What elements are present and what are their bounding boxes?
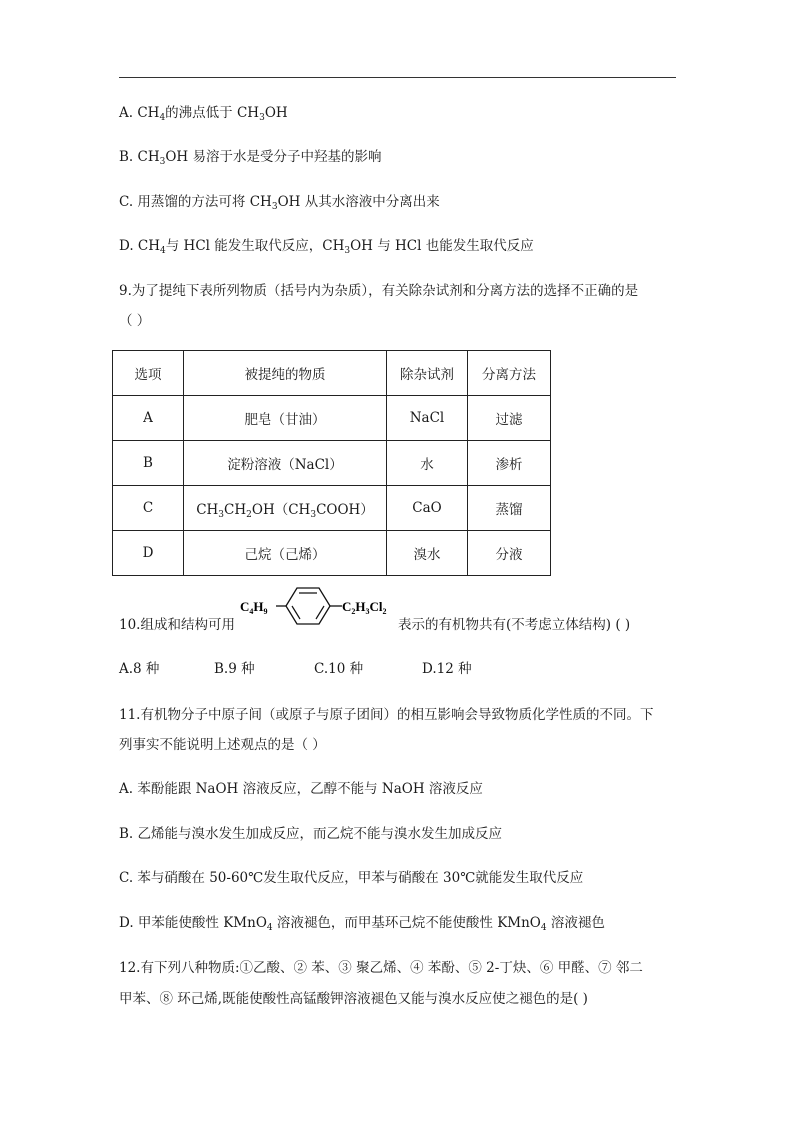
q8-option-b: B. $CH_3OH$ 易溶于水是受分子中羟基的影响 bbox=[119, 149, 382, 167]
table-cell: 溴水 bbox=[387, 531, 468, 576]
q10-option-c: C.10 种 bbox=[314, 661, 364, 677]
table-cell: 蒸馏 bbox=[468, 486, 551, 531]
q9-answer-paren: （ ） bbox=[119, 313, 151, 329]
table-cell: D bbox=[113, 531, 184, 576]
q10-option-a: A.8 种 bbox=[119, 661, 160, 677]
q11-option-c: C. 苯与硝酸在 50-60℃发生取代反应，甲苯与硝酸在 30℃就能发生取代反应 bbox=[119, 870, 584, 886]
q9-stem: 9.为了提纯下表所列物质（括号内为杂质），有关除杂试剂和分离方法的选择不正确的是 bbox=[119, 283, 639, 299]
q11-stem-line1: 11.有机物分子中原子间（或原子与原子团间）的相互影响会导致物质化学性质的不同。下 bbox=[119, 707, 654, 723]
table-header-cell: 分离方法 bbox=[468, 351, 551, 396]
q12-stem-line2: 甲苯、⑧ 环己烯,既能使酸性高锰酸钾溶液褪色又能与溴水反应使之褪色的是( ) bbox=[119, 991, 588, 1007]
q8-option-a: A. $CH_4$的沸点低于 $CH_3OH$ bbox=[119, 105, 288, 123]
substituent-right: $C_2H_3Cl_2$ bbox=[342, 599, 387, 616]
benzene-ring-diagram bbox=[238, 586, 398, 630]
q8-option-c: C. 用蒸馏的方法可将 $CH_3OH$ 从其水溶液中分离出来 bbox=[119, 194, 440, 212]
table-cell: 渗析 bbox=[468, 441, 551, 486]
q8-option-d: D. $CH_4$与 HCl 能发生取代反应，$CH_3OH$ 与 HCl 也能发生取代反应 bbox=[119, 238, 534, 256]
table-cell: A bbox=[113, 396, 184, 441]
table-row bbox=[113, 441, 551, 486]
table-cell: C bbox=[113, 486, 184, 531]
q10-option-d: D.12 种 bbox=[422, 661, 472, 677]
q12-stem-line1: 12.有下列八种物质:①乙酸、② 苯、③ 聚乙烯、④ 苯酚、⑤ 2-丁炔、⑥ 甲醛、⑦ 邻二 bbox=[119, 960, 643, 976]
table-cell: CaO bbox=[387, 486, 468, 531]
table-header-row bbox=[113, 351, 551, 396]
table-cell: 分液 bbox=[468, 531, 551, 576]
table-header-cell: 选项 bbox=[113, 351, 184, 396]
q11-stem-line2: 列事实不能说明上述观点的是（ ） bbox=[119, 737, 326, 753]
table-cell: 淀粉溶液（NaCl） bbox=[184, 441, 387, 486]
q11-option-b: B. 乙烯能与溴水发生加成反应，而乙烷不能与溴水发生加成反应 bbox=[119, 826, 503, 842]
table-cell: $CH_3CH_2OH(CH_3COOH)$ bbox=[184, 486, 387, 531]
structural-formula bbox=[238, 586, 398, 634]
table-row bbox=[113, 486, 551, 531]
table-header-cell: 除杂试剂 bbox=[387, 351, 468, 396]
q10-stem-prefix: 10.组成和结构可用 bbox=[119, 617, 235, 633]
table-cell: B bbox=[113, 441, 184, 486]
table-cell: NaCl bbox=[387, 396, 468, 441]
table-header-cell: 被提纯的物质 bbox=[184, 351, 387, 396]
table-row bbox=[113, 396, 551, 441]
table-cell: 过滤 bbox=[468, 396, 551, 441]
q11-option-a: A. 苯酚能跟 NaOH 溶液反应，乙醇不能与 NaOH 溶液反应 bbox=[119, 781, 483, 797]
q9-table bbox=[112, 350, 551, 576]
table-cell: 己烷（己烯） bbox=[184, 531, 387, 576]
table-cell: 肥皂（甘油） bbox=[184, 396, 387, 441]
table-cell: 水 bbox=[387, 441, 468, 486]
q10-stem-suffix: 表示的有机物共有(不考虑立体结构) ( ) bbox=[398, 617, 631, 633]
table-row bbox=[113, 531, 551, 576]
q10-option-b: B.9 种 bbox=[214, 661, 255, 677]
q11-option-d: D. 甲苯能使酸性 KMnO$_4$ 溶液褪色，而甲基环己烷不能使酸性 KMnO$_4$ 溶液褪色 bbox=[119, 915, 605, 933]
substituent-left: $C_4H_9$ bbox=[240, 599, 268, 616]
header-rule bbox=[119, 77, 676, 78]
